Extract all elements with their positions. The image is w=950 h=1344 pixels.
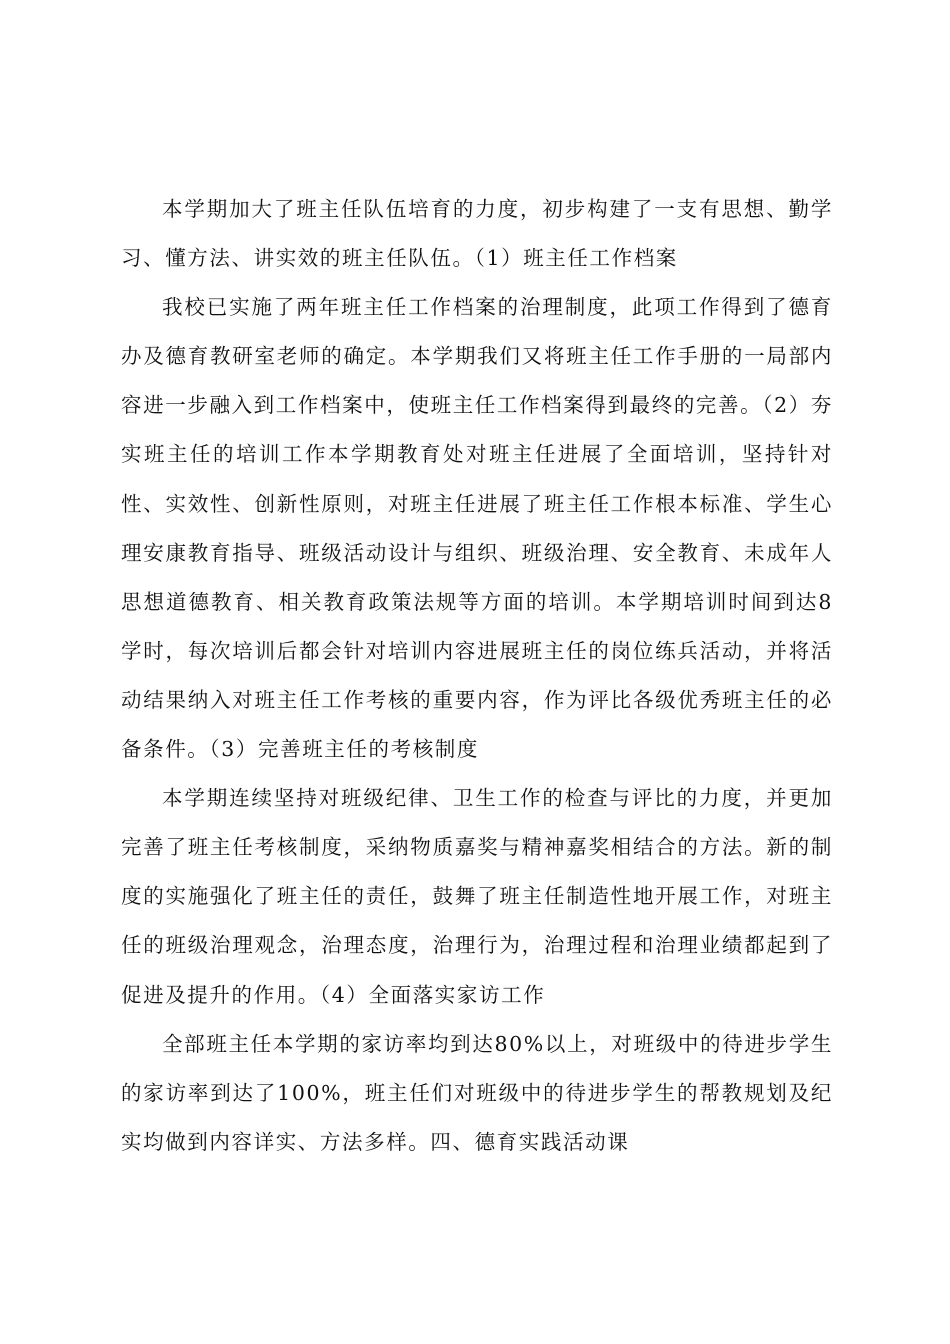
paragraph-assessment-system: 本学期连续坚持对班级纪律、卫生工作的检查与评比的力度，并更加完善了班主任考核制度，采纳物质嘉奖与精神嘉奖相结合的方法。新的制度的实施强化了班主任的责任，鼓舞了班主任制造性地开展工作，对班主任的班级治理观念，治理态度，治理行为，治理过程和治理业绩都起到了促进及提升的作用。（4）全面落实家访工作: [121, 786, 833, 1007]
paragraph-head-teacher-team: 本学期加大了班主任队伍培育的力度，初步构建了一支有思想、勤学习、懂方法、讲实效的班主任队伍。（1）班主任工作档案: [121, 197, 833, 271]
paragraph-home-visits: 全部班主任本学期的家访率均到达80%以上，对班级中的待进步学生的家访率到达了100%，班主任们对班级中的待进步学生的帮教规划及纪实均做到内容详实、方法多样。四、德育实践活动课: [121, 1031, 833, 1154]
document-body: [121, 185, 833, 1167]
paragraph-work-archive-training: 我校已实施了两年班主任工作档案的治理制度，此项工作得到了德育办及德育教研室老师的确定。本学期我们又将班主任工作手册的一局部内容进一步融入到工作档案中，使班主任工作档案得到最终的完善。（2）夯实班主任的培训工作本学期教育处对班主任进展了全面培训，坚持针对性、实效性、创新性原则，对班主任进展了班主任工作根本标准、学生心理安康教育指导、班级活动设计与组织、班级治理、安全教育、未成年人思想道德教育、相关教育政策法规等方面的培训。本学期培训时间到达8学时，每次培训后都会针对培训内容进展班主任的岗位练兵活动，并将活动结果纳入对班主任工作考核的重要内容，作为评比各级优秀班主任的必备条件。（3）完善班主任的考核制度: [121, 295, 833, 762]
